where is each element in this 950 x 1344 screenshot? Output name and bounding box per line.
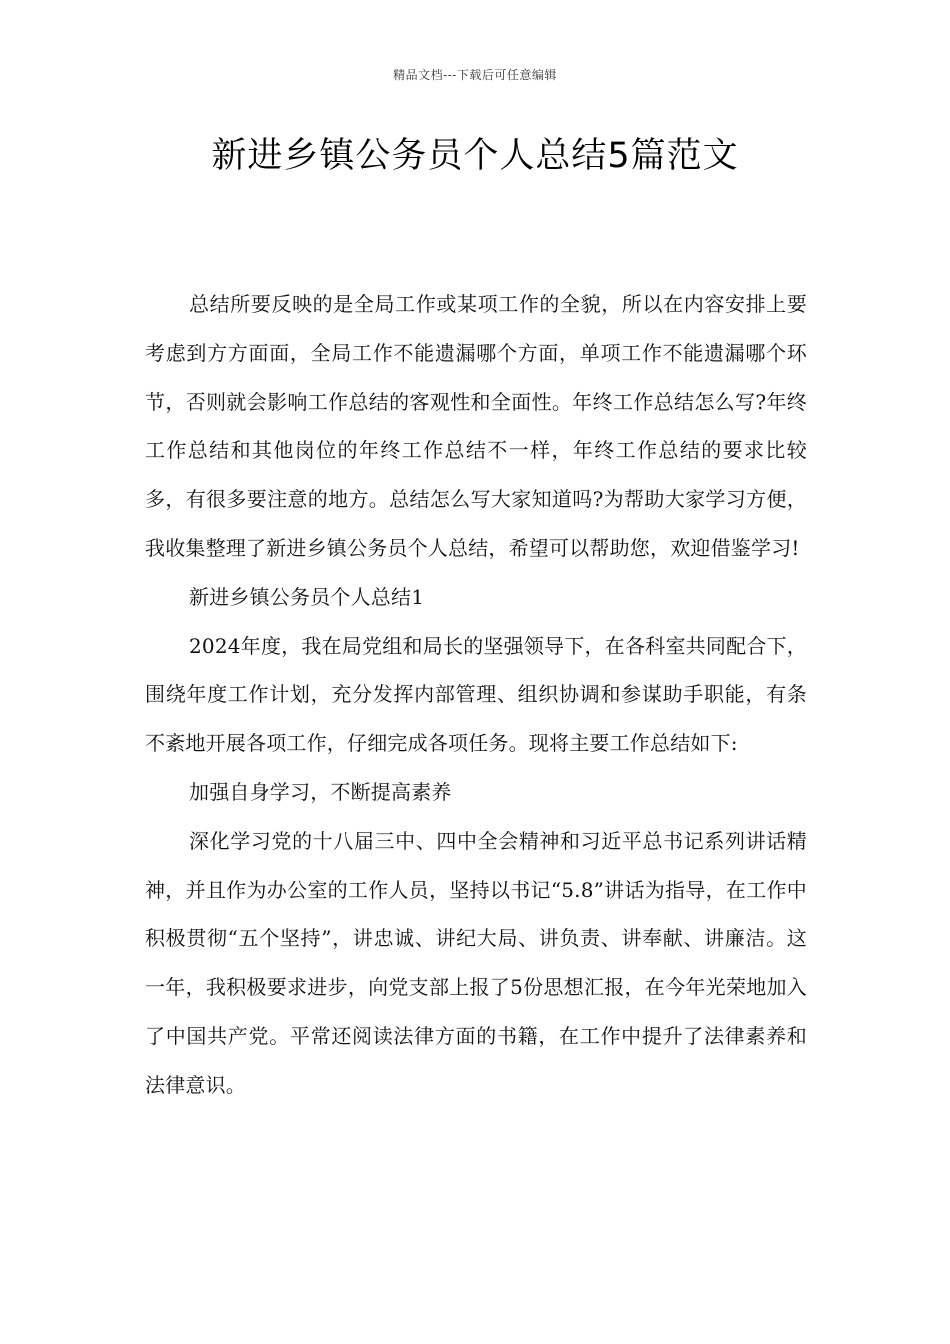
document-body (145, 280, 807, 1110)
header-note: 精品文档---下载后可任意编辑 (393, 68, 557, 82)
body-paragraph: 深化学习党的十八届三中、四中全会精神和习近平总书记系列讲话精神，并且作为办公室的工作人员，坚持以书记“5.8”讲话为指导，在工作中积极贯彻“五个坚持”，讲忠诚、讲纪大局、讲负责、讲奉献、讲廉洁。这一年，我积极要求进步，向党支部上报了5份思想汇报，在今年光荣地加入了中国共产党。平常还阅读法律方面的书籍，在工作中提升了法律素养和法律意识。 (145, 828, 807, 1097)
body-paragraph: 2024年度，我在局党组和局长的坚强领导下，在各科室共同配合下，围绕年度工作计划，充分发挥内部管理、组织协调和参谋助手职能，有条不紊地开展各项工作，仔细完成各项任务。现将主要工作总结如下: (145, 633, 807, 756)
document-title: 新进乡镇公务员个人总结5篇范文 (211, 136, 739, 176)
section-heading-1: 新进乡镇公务员个人总结1 (189, 584, 425, 609)
subsection-heading: 加强自身学习，不断提高素养 (189, 779, 452, 804)
intro-paragraph: 总结所要反映的是全局工作或某项工作的全貌，所以在内容安排上要考虑到方方面面，全局工作不能遗漏哪个方面，单项工作不能遗漏哪个环节，否则就会影响工作总结的客观性和全面性。年终工作总结怎么写?年终工作总结和其他岗位的年终工作总结不一样，年终工作总结的要求比较多，有很多要注意的地方。总结怎么写大家知道吗?为帮助大家学习方便，我收集整理了新进乡镇公务员个人总结，希望可以帮助您，欢迎借鉴学习! (145, 292, 807, 560)
